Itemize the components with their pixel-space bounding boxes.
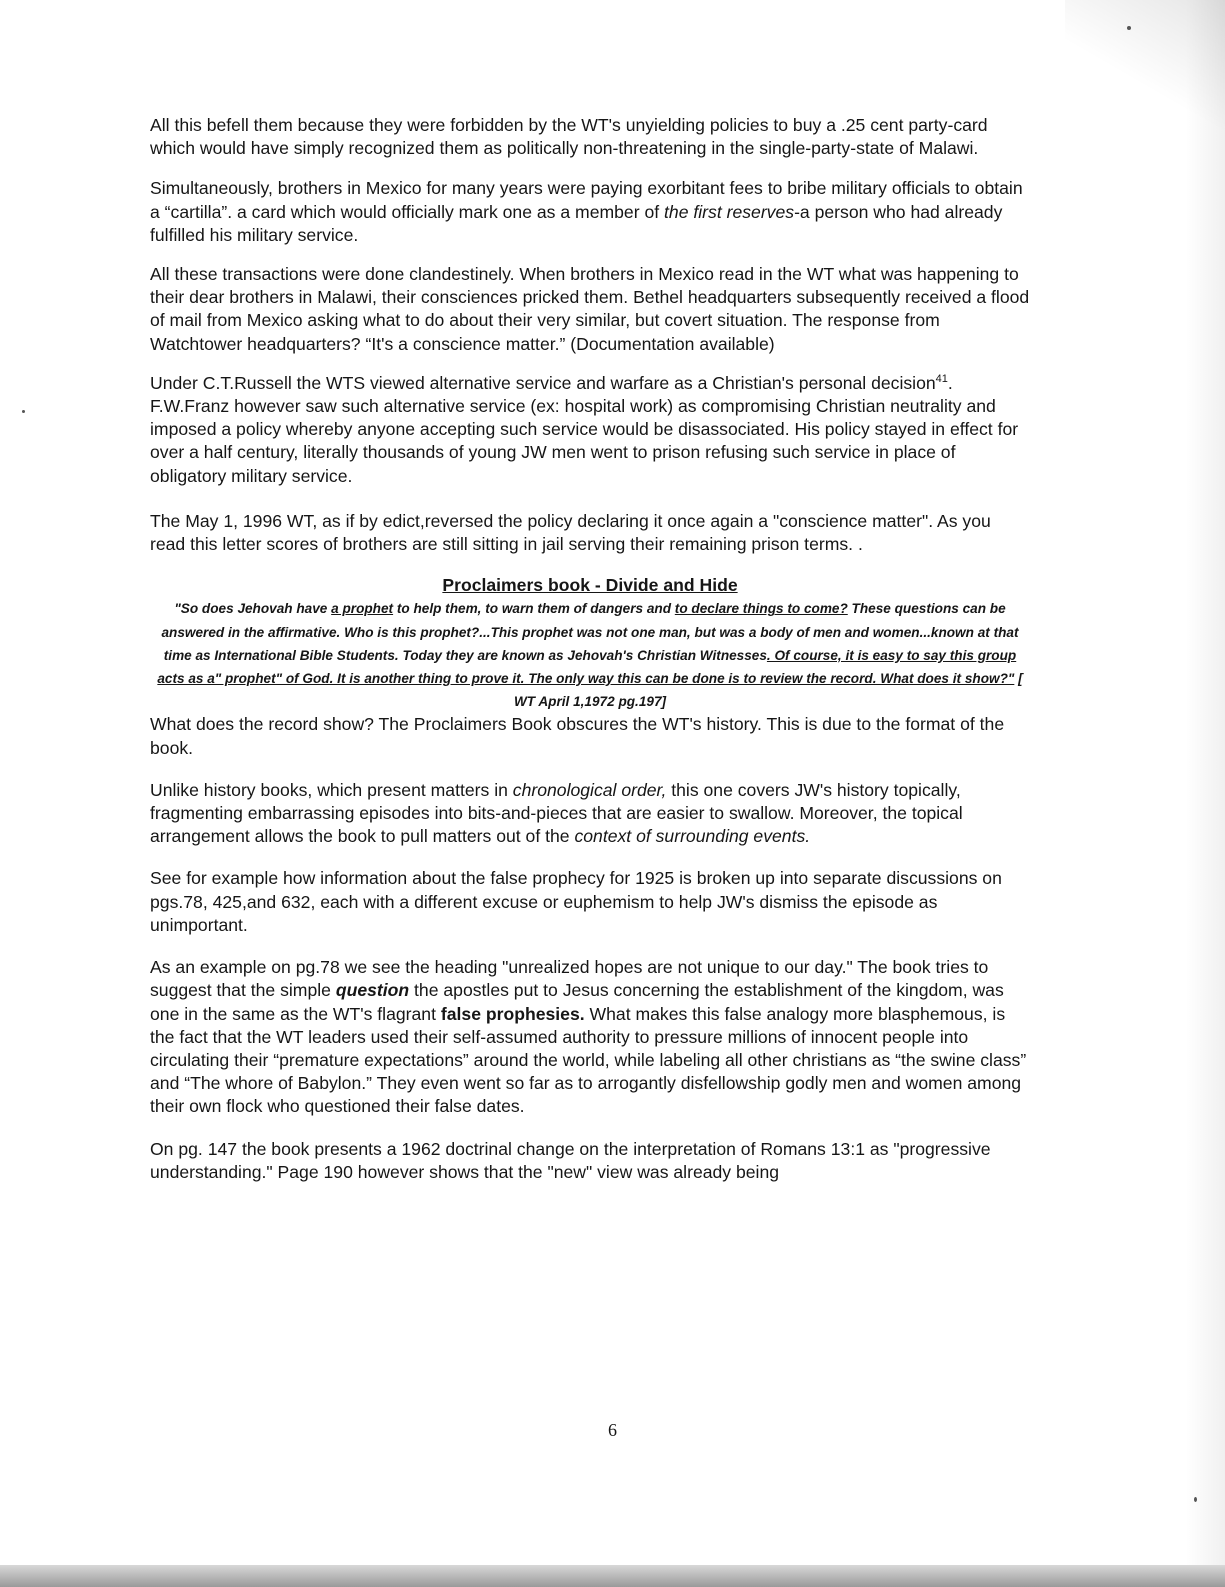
paragraph-text: Under C.T.Russell the WTS viewed alternative service and warfare as a Christian's personal decision: [150, 372, 936, 393]
block-quote: [150, 597, 1030, 713]
paragraph-record: What does the record show? The Proclaimers Book obscures the WT's history. This is due to the format of the book.: [150, 714, 1005, 758]
bold-text: false prophesies.: [440, 1003, 585, 1024]
section-heading: Proclaimers book - Divide and Hide: [442, 575, 738, 596]
emphasis-text: context of surrounding events.: [574, 826, 811, 847]
emphasis-text: question: [335, 980, 410, 1001]
paragraph-text: the apostles put to Jesus concerning the establishment of the kingdom, was one in the same as the WT's flagrant: [150, 980, 1004, 1024]
paragraph-alternative-service: [150, 372, 1030, 488]
paragraph-topical: [150, 779, 1030, 849]
paragraph-text: Unlike history books, which present matters in: [150, 779, 513, 800]
paragraph-text: As an example on pg.78 we see the heading "unrealized hopes are not unique to our day." The book tries to suggest that the simple: [150, 957, 989, 1001]
paragraph-text: . F.W.Franz however saw such alternative service (ex: hospital work) as compromising Christian neutrality and imposed a policy whereby anyone accepting such service would be disassociated. His policy stayed in effect for over a half century, literally thousands of young JW men went to prison refusing such service in place of obligatory military service.: [150, 372, 1019, 486]
footnote-marker: 41: [935, 372, 948, 385]
scan-speck: [1127, 26, 1131, 30]
quote-text: to help them, to warn them of dangers and: [393, 601, 675, 617]
paragraph-1925: See for example how information about the false prophecy for 1925 is broken up into separate discussions on pgs.78, 425,and 632, each with a different excuse or euphemism to help JW's dismiss the episode as unimportant.: [150, 868, 1002, 935]
quote-citation: [ WT April 1,1972 pg.197]: [513, 671, 1023, 710]
scan-speck: [22, 410, 25, 413]
emphasis-text: the first reserves: [664, 201, 795, 222]
quote-underlined: a prophet: [331, 601, 394, 617]
paragraph-mexico-cartilla: [150, 177, 1030, 247]
paragraph-text: Simultaneously, brothers in Mexico for many years were paying exorbitant fees to bribe military officials to obtain a “cartilla”. a card which would officially mark one as a member of: [150, 178, 1023, 222]
quote-underlined: to declare things to come?: [674, 601, 848, 617]
paragraph-text: -a person who had already fulfilled his military service.: [150, 201, 1003, 245]
paragraph-pg78: [150, 956, 1030, 1118]
scan-speck: [1194, 1497, 1197, 1502]
paragraph-text: What makes this false analogy more blasphemous, is the fact that the WT leaders used their self-assumed authority to pressure millions of innocent people into circulating their “premature expectations” around the world, while labeling all other christians as “the swine class” and “The whore of Babylon.” They even went so far as to arrogantly disfellowship godly men and women among their own flock who questioned their false dates.: [150, 1003, 1027, 1117]
paragraph-clandestine: All these transactions were done clandestinely. When brothers in Mexico read in the WT what was happening to their dear brothers in Malawi, their consciences pricked them. Bethel headquarters subsequently received a flood of mail from Mexico asking what to do about their very similar, but covert situation. The response from Watchtower headquarters? “It's a conscience matter.” (Documentation available): [150, 264, 1030, 354]
paragraph-pg147: On pg. 147 the book presents a 1962 doctrinal change on the interpretation of Romans 13:1 as "progressive understanding." Page 190 however shows that the "new" view was already being: [150, 1138, 991, 1182]
paragraph-malawi: All this befell them because they were forbidden by the WT's unyielding policies to buy a .25 cent party-card which would have simply recognized them as politically non-threatening in the single-party-state of Malawi.: [150, 115, 988, 159]
page-number: 6: [608, 1420, 617, 1440]
page-edge-shading: [1185, 0, 1225, 1587]
quote-text: These questions can be answered in the affirmative. Who is this prophet?...This prophet was not one man, but was a body of men and women...known at that time as International Bible Students. Today they are known as Jehovah's Christian Witnesses: [161, 601, 1019, 663]
scan-bottom-edge: [0, 1565, 1225, 1587]
document-body: [150, 114, 1030, 1184]
paragraph-may-1996: The May 1, 1996 WT, as if by edict,reversed the policy declaring it once again a "conscience matter". As you read this letter scores of brothers are still sitting in jail serving their remaining prison terms. .: [150, 510, 991, 555]
quote-text: "So does Jehovah have: [174, 601, 332, 617]
quote-underlined: . Of course, it is easy to say this group acts as a" prophet" of God. It is another thing to prove it. The only way this can be done is to review the record. What does it show?": [157, 647, 1017, 687]
paragraph-text: this one covers JW's history topically, fragmenting embarrassing episodes into bits-and-pieces that are easier to swallow. Moreover, the topical arrangement allows the book to pull matters out of the: [150, 779, 963, 847]
emphasis-text: chronological order,: [512, 779, 667, 800]
